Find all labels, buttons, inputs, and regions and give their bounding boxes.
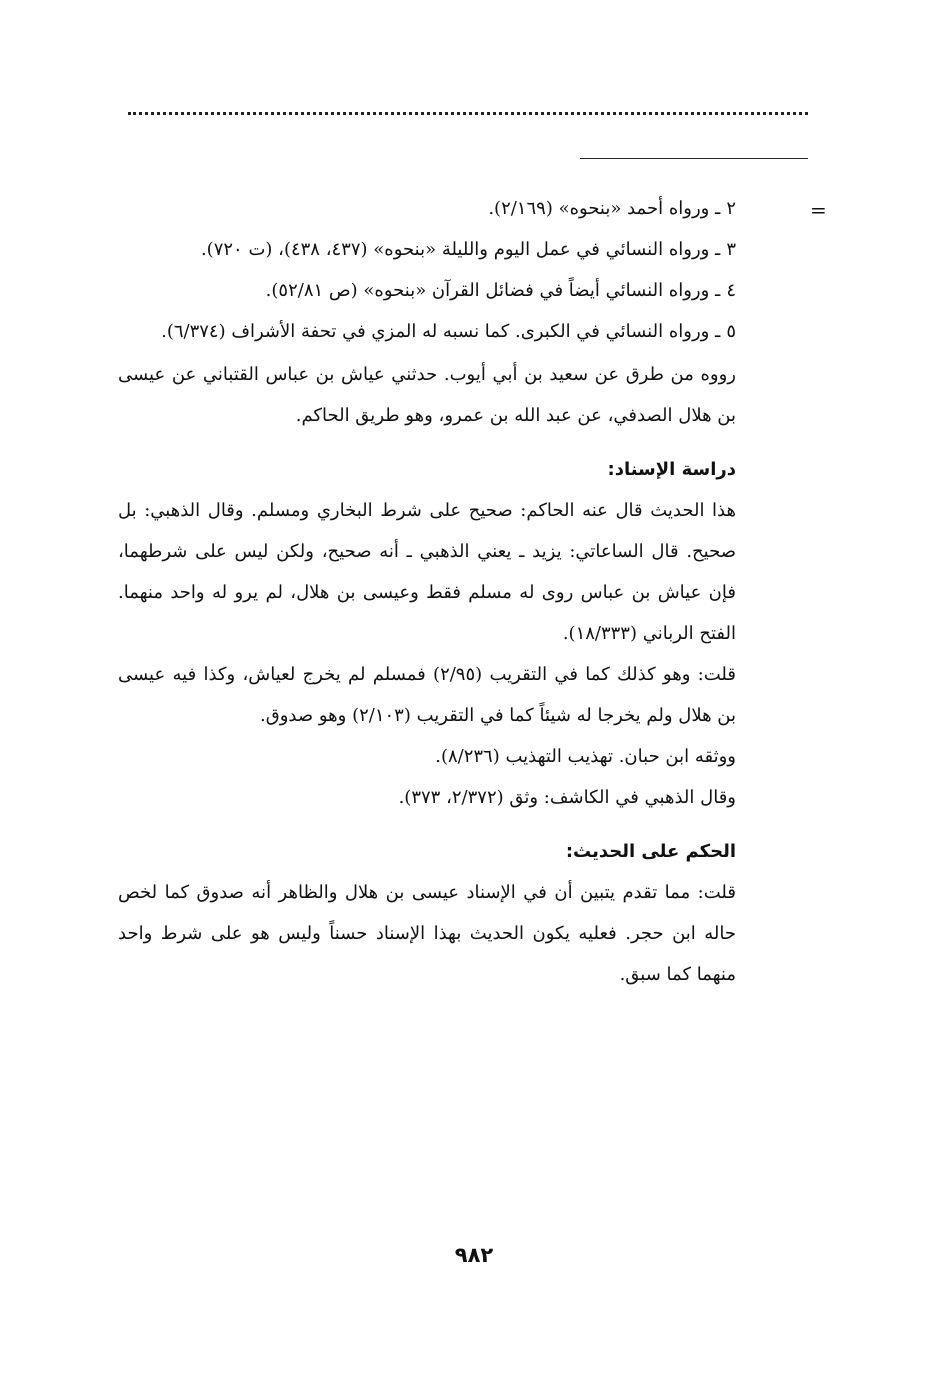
footnote-text: ـ ورواه أحمد «بنحوه» (٢/١٦٩). <box>488 198 721 219</box>
section-heading-isnad-study: دراسة الإسناد: <box>607 459 736 480</box>
dotted-separator <box>128 112 808 115</box>
page-body <box>118 188 736 995</box>
footnote-number: ٣ <box>726 239 736 260</box>
isnad-paragraph-4: وقال الذهبي في الكاشف: وثق (٢/٣٧٢، ٣٧٣). <box>398 787 736 808</box>
ruling-paragraph: قلت: مما تقدم يتبين أن في الإسناد عيسى بن هلال والظاهر أنه صدوق كما لخص حاله ابن حجر. فعليه يكون الحديث بهذا الإسناد حسناً وليس هو على شرط واحد منهما كما سبق. <box>118 882 736 985</box>
page-number: ٩٨٢ <box>454 1243 494 1267</box>
footnote-4 <box>118 270 736 311</box>
footnote-number: ٥ <box>726 321 736 342</box>
footnote-text: ـ ورواه النسائي في الكبرى. كما نسبه له المزي في تحفة الأشراف (٦/٣٧٤). <box>161 321 721 342</box>
footnote-2 <box>118 188 736 229</box>
footnote-text: ـ ورواه النسائي في عمل اليوم والليلة «بنحوه» (٤٣٧، ٤٣٨)، (ت ٧٢٠). <box>200 239 721 260</box>
footnote-separator-line <box>580 158 808 159</box>
section-heading-hadith-ruling: الحكم على الحديث: <box>565 841 736 862</box>
continuation-mark: = <box>810 198 827 222</box>
isnad-paragraph-3: ووثقه ابن حبان. تهذيب التهذيب (٨/٢٣٦). <box>435 746 736 767</box>
footnote-number: ٢ <box>726 198 736 219</box>
isnad-paragraph-2: قلت: وهو كذلك كما في التقريب (٢/٩٥) فمسلم لم يخرج لعياش، وكذا فيه عيسى بن هلال ولم يخرجا له شيئاً كما في التقريب (٢/١٠٣) وهو صدوق. <box>118 664 736 726</box>
intro-paragraph: رووه من طرق عن سعيد بن أبي أيوب. حدثني عياش بن عباس القتباني عن عيسى بن هلال الصدفي، عن عبد الله بن عمرو، وهو طريق الحاكم. <box>118 364 736 426</box>
footnote-5 <box>118 311 736 352</box>
footnote-3 <box>118 229 736 270</box>
footnote-text: ـ ورواه النسائي أيضاً في فضائل القرآن «بنحوه» (ص ٥٢/٨١). <box>265 280 721 301</box>
isnad-paragraph-1: هذا الحديث قال عنه الحاكم: صحيح على شرط البخاري ومسلم. وقال الذهبي: بل صحيح. قال الساعاتي: يزيد ـ يعني الذهبي ـ أنه صحيح، ولكن ليس على شرطهما، فإن عياش بن عباس روى له مسلم فقط وعيسى بن هلال، لم يرو له واحد منهما. الفتح الرباني (١٨/٣٣٣). <box>118 500 736 644</box>
footnote-number: ٤ <box>726 280 736 301</box>
